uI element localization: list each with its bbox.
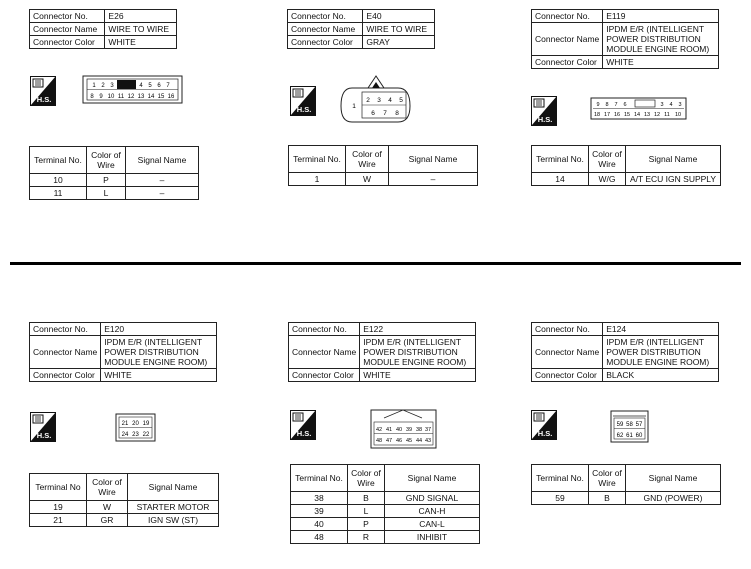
pin-label: 9 [99, 94, 103, 100]
color-of-wire-header: Color of Wire [348, 465, 385, 492]
table-row [30, 187, 199, 200]
connector-name-label: Connector Name [532, 23, 603, 56]
pin-label: 10 [674, 112, 682, 118]
pin-label: 6 [623, 102, 627, 108]
connector-no-label: Connector No. [289, 323, 360, 336]
table-row [291, 518, 480, 531]
pin-label: 39 [405, 427, 413, 433]
pin-label: 57 [635, 422, 643, 428]
hs-symbol [30, 76, 56, 106]
pin-label: 3 [377, 97, 381, 104]
hs-icon [531, 410, 557, 440]
pin-label: 6 [157, 83, 161, 89]
signal-cell: INHIBIT [385, 531, 480, 544]
wire-cell: B [348, 492, 385, 505]
pin-label: 15 [623, 112, 631, 118]
pin-label: 13 [137, 94, 145, 100]
hs-symbol [531, 96, 557, 126]
connector-no-value: E120 [101, 323, 217, 336]
pin-label: 8 [90, 94, 94, 100]
connector-color-label: Connector Color [30, 36, 105, 49]
pin-label: 44 [415, 438, 423, 444]
connector-no-value: E122 [360, 323, 476, 336]
pin-label: 21 [121, 421, 129, 427]
connector-info-table [287, 9, 435, 49]
hs-label: H.S. [296, 105, 312, 114]
wire-cell: P [87, 174, 126, 187]
signal-cell: IGN SW (ST) [128, 514, 219, 527]
wire-cell: L [348, 505, 385, 518]
terminal-no-header: Terminal No. [289, 146, 346, 173]
wire-cell: W [87, 501, 128, 514]
table-row [291, 492, 480, 505]
table-row [532, 492, 721, 505]
signal-cell: CAN-H [385, 505, 480, 518]
connector-name-label: Connector Name [532, 336, 603, 369]
terminal-no-header: Terminal No. [30, 147, 87, 174]
pin-label: 62 [616, 433, 624, 439]
pin-label: 2 [101, 83, 105, 89]
pin-label: 2 [366, 97, 370, 104]
pin-label: 14 [633, 112, 641, 118]
pin-label: 16 [613, 112, 621, 118]
signal-cell: – [126, 174, 199, 187]
pin-label: 9 [596, 102, 600, 108]
connector-no-label: Connector No. [288, 10, 363, 23]
connector-name-value: IPDM E/R (INTELLIGENT POWER DISTRIBUTION MODULE ENGINE ROOM) [603, 336, 719, 369]
connector-no-label: Connector No. [532, 10, 603, 23]
pin-label: 3 [110, 83, 114, 89]
terminal-cell: 10 [30, 174, 87, 187]
pin-label: 11 [664, 112, 670, 118]
pin-label: 10 [107, 94, 115, 100]
pin-label: 4 [388, 97, 392, 104]
terminal-table-e40 [288, 145, 478, 186]
table-row [291, 531, 480, 544]
connector-name-value: WIRE TO WIRE [105, 23, 177, 36]
wire-cell: B [589, 492, 626, 505]
wire-cell: L [87, 187, 126, 200]
terminal-table-e26 [29, 146, 199, 200]
connector-color-label: Connector Color [30, 369, 101, 382]
terminal-no-header: Terminal No. [532, 146, 589, 173]
terminal-table-e124 [531, 464, 721, 505]
pin-label: 46 [395, 438, 403, 444]
connector-info-table [288, 322, 476, 382]
pin-label: 58 [626, 422, 633, 428]
connector-no-value: E119 [603, 10, 719, 23]
connector-diagram-e124 [610, 410, 650, 449]
signal-name-header: Signal Name [126, 147, 199, 174]
signal-cell: GND SIGNAL [385, 492, 480, 505]
pin-label: 11 [117, 94, 125, 100]
table-row [532, 173, 721, 186]
table-row [30, 501, 219, 514]
wire-cell: W/G [589, 173, 626, 186]
connector-no-value: E124 [603, 323, 719, 336]
hs-label: H.S. [537, 115, 553, 124]
connector-block-e120 [29, 322, 217, 382]
connector-color-value: BLACK [603, 369, 719, 382]
terminal-table-e119 [531, 145, 721, 186]
hs-icon [290, 86, 316, 116]
connector-color-value: WHITE [603, 56, 719, 69]
pin-label: 38 [415, 427, 423, 433]
terminal-no-header: Terminal No. [532, 465, 589, 492]
pin-label: 12 [127, 94, 135, 100]
signal-cell: CAN-L [385, 518, 480, 531]
hs-icon [531, 96, 557, 126]
pin-label: 13 [643, 112, 651, 118]
connector-color-label: Connector Color [288, 36, 363, 49]
connector-no-label: Connector No. [30, 10, 105, 23]
connector-block-e26 [29, 9, 177, 49]
wire-cell: R [348, 531, 385, 544]
pin-label: 18 [593, 112, 601, 118]
connector-name-label: Connector Name [30, 23, 105, 36]
connector-name-value: WIRE TO WIRE [363, 23, 435, 36]
hs-label: H.S. [36, 95, 52, 104]
pin-label: 61 [626, 433, 633, 439]
hs-symbol [531, 410, 557, 440]
pin-label: 20 [132, 421, 139, 427]
connector-no-label: Connector No. [532, 323, 603, 336]
connector-color-label: Connector Color [532, 56, 603, 69]
connector-name-value: IPDM E/R (INTELLIGENT POWER DISTRIBUTION MODULE ENGINE ROOM) [360, 336, 476, 369]
signal-name-header: Signal Name [626, 465, 721, 492]
connector-face [82, 75, 184, 105]
table-row [30, 174, 199, 187]
connector-name-value: IPDM E/R (INTELLIGENT POWER DISTRIBUTION MODULE ENGINE ROOM) [101, 336, 217, 369]
hs-icon [30, 76, 56, 106]
connector-no-value: E26 [105, 10, 177, 23]
pin-label: 4 [139, 83, 143, 89]
connector-face [590, 97, 688, 121]
hs-label: H.S. [296, 429, 312, 438]
pin-label: 16 [167, 94, 175, 100]
terminal-cell: 39 [291, 505, 348, 518]
terminal-cell: 38 [291, 492, 348, 505]
connector-color-value: WHITE [101, 369, 217, 382]
pin-label: 42 [375, 427, 383, 433]
pin-label: 7 [614, 102, 618, 108]
table-row [291, 505, 480, 518]
pin-label: 48 [375, 438, 383, 444]
color-of-wire-header: Color of Wire [589, 146, 626, 173]
connector-block-e122 [288, 322, 476, 382]
connector-face [115, 413, 157, 443]
pin-label: 24 [121, 432, 129, 438]
pin-label: 3 [660, 102, 664, 108]
hs-label: H.S. [36, 431, 52, 440]
wire-cell: GR [87, 514, 128, 527]
pin-label: 14 [147, 94, 155, 100]
pin-label: 4 [669, 102, 673, 108]
terminal-cell: 19 [30, 501, 87, 514]
connector-color-value: WHITE [360, 369, 476, 382]
connector-name-label: Connector Name [289, 336, 360, 369]
connector-no-label: Connector No. [30, 323, 101, 336]
pin-label: 8 [395, 110, 399, 117]
signal-cell: – [389, 173, 478, 186]
pin-label: 15 [157, 94, 165, 100]
pin-label: 1 [352, 103, 356, 110]
pin-label: 5 [148, 83, 152, 89]
terminal-table-e122 [290, 464, 480, 544]
wire-cell: W [346, 173, 389, 186]
connector-diagram-e26 [82, 75, 184, 110]
pin-label: 40 [395, 427, 403, 433]
color-of-wire-header: Color of Wire [87, 147, 126, 174]
hs-icon [290, 410, 316, 440]
pin-label: 8 [605, 102, 609, 108]
signal-name-header: Signal Name [626, 146, 721, 173]
connector-block-e40 [287, 9, 435, 49]
terminal-cell: 1 [289, 173, 346, 186]
section-divider [10, 262, 741, 265]
hs-icon [30, 412, 56, 442]
pin-label: 7 [166, 83, 170, 89]
connector-diagram-e122 [370, 404, 438, 455]
terminal-cell: 59 [532, 492, 589, 505]
connector-block-e124 [531, 322, 719, 382]
table-row [30, 514, 219, 527]
pin-label: 45 [405, 438, 413, 444]
signal-cell: STARTER MOTOR [128, 501, 219, 514]
connector-no-value: E40 [363, 10, 435, 23]
pin-label: 3 [678, 102, 682, 108]
connector-name-value: IPDM E/R (INTELLIGENT POWER DISTRIBUTION MODULE ENGINE ROOM) [603, 23, 719, 56]
terminal-no-header: Terminal No. [291, 465, 348, 492]
pin-label: 47 [385, 438, 393, 444]
pin-label: 41 [385, 427, 393, 433]
connector-name-label: Connector Name [30, 336, 101, 369]
connector-color-label: Connector Color [532, 369, 603, 382]
terminal-no-header: Terminal No [30, 474, 87, 501]
connector-name-label: Connector Name [288, 23, 363, 36]
signal-name-header: Signal Name [389, 146, 478, 173]
connector-face [370, 404, 438, 450]
pin-label: 1 [92, 83, 96, 89]
pin-label: 17 [603, 112, 611, 118]
connector-info-table [29, 9, 177, 49]
connector-face [610, 410, 650, 444]
terminal-cell: 11 [30, 187, 87, 200]
connector-diagram-e40 [340, 74, 412, 129]
table-row [289, 173, 478, 186]
terminal-cell: 48 [291, 531, 348, 544]
color-of-wire-header: Color of Wire [346, 146, 389, 173]
connector-info-table [531, 9, 719, 69]
signal-name-header: Signal Name [128, 474, 219, 501]
connector-diagram-e120 [115, 413, 157, 448]
pin-label: 59 [616, 422, 624, 428]
signal-cell: A/T ECU IGN SUPPLY [626, 173, 721, 186]
pin-label: 6 [371, 110, 375, 117]
connector-info-table [531, 322, 719, 382]
connector-face [340, 74, 412, 124]
pin-label: 43 [424, 438, 432, 444]
pin-label: 22 [142, 432, 150, 438]
hs-symbol [290, 410, 316, 440]
terminal-cell: 14 [532, 173, 589, 186]
pin-label: 37 [424, 427, 432, 433]
signal-name-header: Signal Name [385, 465, 480, 492]
connector-block-e119 [531, 9, 719, 69]
wire-cell: P [348, 518, 385, 531]
hs-label: H.S. [537, 429, 553, 438]
connector-diagram-e119 [590, 97, 688, 126]
color-of-wire-header: Color of Wire [589, 465, 626, 492]
pin-label: 23 [132, 432, 139, 438]
connector-info-table [29, 322, 217, 382]
connector-color-value: WHITE [105, 36, 177, 49]
pin-label: 7 [383, 110, 387, 117]
hs-symbol [290, 86, 316, 116]
pin-label: 60 [635, 433, 643, 439]
signal-cell: – [126, 187, 199, 200]
hs-symbol [30, 412, 56, 442]
pin-label: 5 [399, 97, 403, 104]
color-of-wire-header: Color of Wire [87, 474, 128, 501]
terminal-cell: 21 [30, 514, 87, 527]
pin-label: 19 [142, 421, 150, 427]
terminal-cell: 40 [291, 518, 348, 531]
connector-color-label: Connector Color [289, 369, 360, 382]
terminal-table-e120 [29, 473, 219, 527]
signal-cell: GND (POWER) [626, 492, 721, 505]
pin-label: 12 [653, 112, 661, 118]
connector-color-value: GRAY [363, 36, 435, 49]
